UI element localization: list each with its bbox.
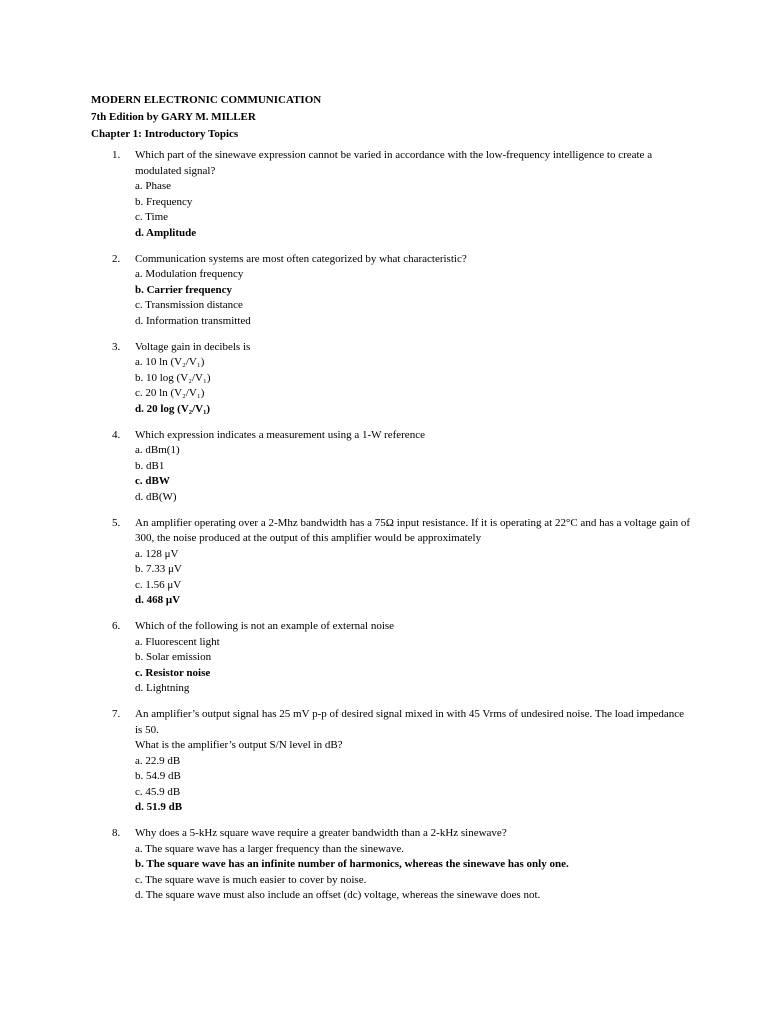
question-text: Which expression indicates a measurement using a 1-W reference [135, 428, 425, 441]
answer-option: c. 20 ln (V₂/V₁) [135, 387, 205, 399]
question-item [91, 340, 691, 418]
answer-option: b. 7.33 μV [135, 563, 182, 575]
question-text: Which part of the sinewave expression cannot be varied in accordance with the low-frequency intelligence to create a modulated signal? [135, 149, 653, 177]
question-item [91, 619, 691, 697]
answer-option: b. dB1 [135, 459, 165, 472]
question-item [91, 516, 691, 609]
answer-option: c. Transmission distance [135, 299, 243, 311]
answer-option: a. Phase [135, 180, 172, 192]
book-edition: 7th Edition by GARY M. MILLER [91, 111, 256, 123]
answer-option: a. Fluorescent light [135, 635, 220, 648]
answer-option-correct: b. Carrier frequency [135, 283, 233, 296]
question-text: Voltage gain in decibels is [135, 340, 251, 353]
question-number: 2. [112, 252, 121, 265]
chapter-title: Chapter 1: Introductory Topics [91, 128, 239, 140]
document-header [91, 92, 321, 143]
answer-option-correct: c. Resistor noise [135, 666, 211, 679]
question-number: 5. [112, 516, 121, 529]
question-item [91, 148, 691, 241]
answer-option: a. 22.9 dB [135, 754, 181, 767]
question-text: An amplifier operating over a 2-Mhz bandwidth has a 75Ω input resistance. If it is operating at 22°C and has a voltage gain of 300, the noise produced at the output of this amplifier would be approximately [135, 516, 691, 544]
question-number: 8. [112, 827, 121, 839]
book-title: MODERN ELECTRONIC COMMUNICATION [91, 94, 322, 106]
answer-option: d. dB(W) [135, 490, 177, 503]
answer-option: b. Frequency [135, 195, 193, 208]
question-item [91, 252, 691, 330]
question-number: 6. [112, 620, 121, 632]
answer-option: c. The square wave is much easier to cover by noise. [135, 873, 367, 886]
answer-option-correct: c. dBW [135, 475, 170, 487]
question-number: 1. [112, 149, 121, 161]
answer-option: a. 10 ln (V₂/V₁) [135, 356, 205, 368]
answer-option-correct: d. 468 μV [135, 594, 181, 606]
question-number: 3. [112, 340, 121, 353]
answer-option: a. dBm(1) [135, 444, 180, 456]
answer-option-correct: b. The square wave has an infinite number of harmonics, whereas the sinewave has only one. [135, 858, 569, 870]
question-text: An amplifier’s output signal has 25 mV p-p of desired signal mixed in with 45 Vrms of undesired noise. The load impedance is 50. [135, 708, 685, 736]
question-item [91, 826, 691, 904]
question-item [91, 707, 691, 816]
question-text: What is the amplifier’s output S/N level in dB? [135, 739, 343, 751]
question-list [91, 148, 691, 914]
question-item [91, 428, 691, 506]
answer-option: d. Information transmitted [135, 314, 251, 327]
answer-option: b. 54.9 dB [135, 770, 181, 782]
answer-option-correct: d. Amplitude [135, 226, 197, 239]
answer-option: b. Solar emission [135, 651, 212, 663]
question-text: Communication systems are most often categorized by what characteristic? [135, 252, 467, 265]
answer-option-correct: d. 20 log (V₂/V₁) [135, 402, 211, 415]
question-text: Which of the following is not an example of external noise [135, 620, 395, 632]
answer-option: d. Lightning [135, 682, 190, 694]
question-number: 4. [112, 428, 121, 441]
answer-option-correct: d. 51.9 dB [135, 801, 183, 813]
answer-option: c. 1.56 μV [135, 578, 182, 591]
answer-option: c. 45.9 dB [135, 785, 181, 798]
answer-option: b. 10 log (V₂/V₁) [135, 371, 211, 384]
answer-option: a. 128 μV [135, 547, 179, 560]
question-text: Why does a 5-kHz square wave require a greater bandwidth than a 2-kHz sinewave? [135, 827, 507, 839]
answer-option: a. The square wave has a larger frequency than the sinewave. [135, 842, 404, 855]
answer-option: d. The square wave must also include an offset (dc) voltage, whereas the sinewave does not. [135, 889, 541, 901]
answer-option: c. Time [135, 211, 169, 223]
question-number: 7. [112, 708, 121, 720]
answer-option: a. Modulation frequency [135, 268, 244, 280]
